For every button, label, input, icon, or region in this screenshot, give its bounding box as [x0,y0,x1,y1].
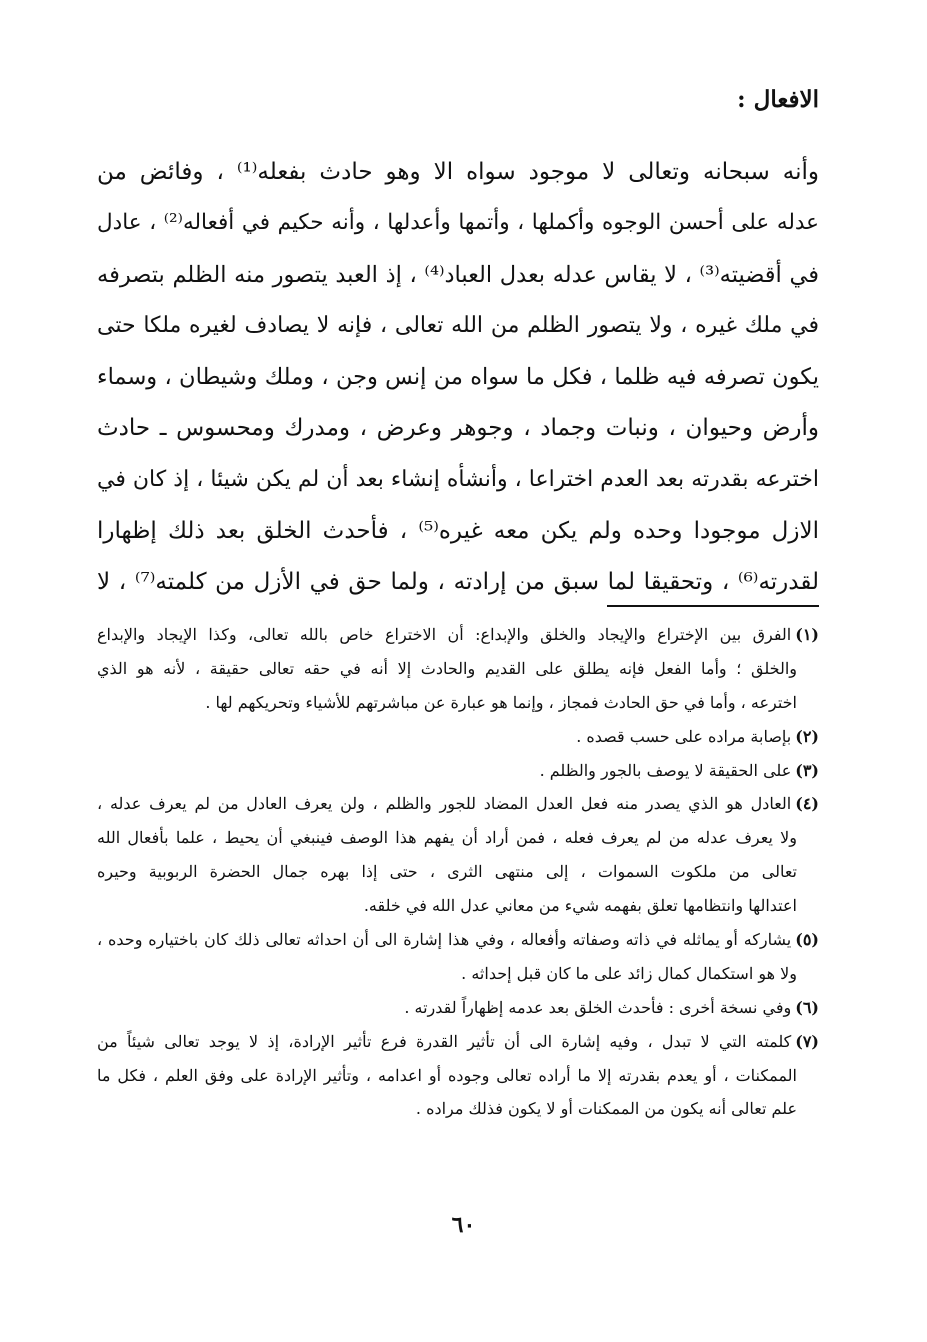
footnote-text: الفرق بين الإختراع والإيجاد والخلق والإبداع: أن الاختراع خاص بالله تعالى، وكذا الإيجاد والإبداع [97,625,792,644]
footnote-text: وفي نسخة أخرى : فأحدث الخلق بعد عدمه إظهاراً لقدرته . [404,997,792,1017]
footnote-text: كلمته التي لا تبدل ، وفيه إشارة الى أن تأثير القدرة فرع تأثير الإرادة، إذ لا يوجد تعالى شيئاً من [97,1031,792,1051]
body-line: في ملك غيره ، ولا يتصور الظلم من الله تعالى ، فإنه لا يصادف لغيره ملكا حتى [97,312,819,338]
footnote-marker: (٧) [795,1031,819,1051]
footnote-line [97,789,819,823]
footnote-text: على الحقيقة لا يوصف بالجور والظلم . [539,760,792,780]
footnote-line [97,925,819,959]
footnote-line [97,993,819,1027]
footnote-marker: (٦) [795,997,819,1017]
footnote-line: اخترعه ، وأما في حق الحادث فمجاز ، وإنما هو عبارة عن مباشرتهم للأشياء وتحريكهم لها . [205,692,797,712]
footnote-marker: (٤) [795,794,819,814]
footnote-line: اعتدالها وانتظامها تعلق بفهمه شيء من معاني عدل الله في خلقه. [363,896,797,916]
footnote-marker: (١) [795,625,819,644]
footnote-line: علم تعالى أنه يكون من الممكنات أو لا يكون فذلك مراده . [415,1099,797,1119]
footnote-text: بإصابة مراده على حسب قصده . [576,726,792,746]
footnote-line: والخلق ؛ وأما الفعل فإنه يطلق على القديم والحادث إلا أنه في حقه تعالى حقيقة ، لأنه هو الذي [97,658,797,678]
footnote-line [97,722,819,756]
footnote-text: يشاركه أو يماثله في ذاته وصفاته وأفعاله ، وفي هذا إشارة الى أن احداثه تعالى ذلك كان باختياره وحده ، [97,930,792,950]
body-line: وأنه سبحانه وتعالى لا موجود سواه الا وهو حادث بفعله⁽¹⁾ ، وفائض من [97,159,819,185]
footnote-line: الممكنات ، أو يعدم بقدرته إلا ما أراده تعالى وجوده أو اعدامه ، وتأثير الإرادة على وفق العلم ، فكل ما [97,1065,797,1085]
footnote-marker: (٣) [795,760,819,780]
page-number: ٦٠ [451,1212,476,1238]
footnote-line: تعالى من ملكوت السموات ، إلى منتهى الثرى ، حتى إذا بهره جمال الحضرة الربوبية وحيره [97,862,797,882]
body-line: في أقضيته⁽³⁾ ، لا يقاس عدله بعدل العباد⁽⁴⁾ ، إذ العبد يتصور منه الظلم بتصرفه [97,261,819,288]
footnotes [97,620,819,1128]
body-line: الازل موجودا وحده ولم يكن معه غيره⁽⁵⁾ ، فأحدث الخلق بعد ذلك إظهارا [97,518,819,545]
body-line: لقدرته⁽⁶⁾ ، وتحقيقا لما سبق من إرادته ، ولما حق في الأزل من كلمته⁽⁷⁾ ، لا [97,569,819,596]
body-line: وأرض وحيوان ، ونبات وجماد ، وجوهر وعرض ، ومدرك ومحسوس ـ حادث [97,415,819,442]
body-line: يكون تصرفه فيه ظلما ، فكل ما سواه من إنس وجن ، وملك وشيطان ، وسماء [97,364,819,391]
section-heading: الافعال : [737,86,819,113]
footnote-line: ولا هو استكمال كمال زائد على ما كان قبل إحداثه . [461,963,797,983]
footnote-marker: (٢) [795,726,819,746]
footnote-line: ولا يعرف عدله من لم يعرف فعله ، فمن أراد أن يفهم هذا الوصف فينبغي أن يحيط ، علما بأفعال الله [97,828,797,848]
footnote-marker: (٥) [795,930,819,950]
body-line: عدله على أحسن الوجوه وأكملها ، وأتمها وأعدلها ، وأنه حكيم في أفعاله⁽²⁾ ، عادل [97,210,819,236]
footnote-line [97,620,819,654]
footnote-text: العادل هو الذي يصدر منه فعل العدل المضاد للجور والظلم ، ولن يعرف العادل من لم يعرف عدله ، [97,794,792,814]
main-text [97,152,819,614]
footnote-line [97,1027,819,1061]
footnote-separator [607,605,819,607]
footnote-line [97,756,819,790]
body-line: اخترعه بقدرته بعد العدم اختراعا ، وأنشأه إنشاء بعد أن لم يكن شيئا ، إذ كان في [97,466,819,492]
